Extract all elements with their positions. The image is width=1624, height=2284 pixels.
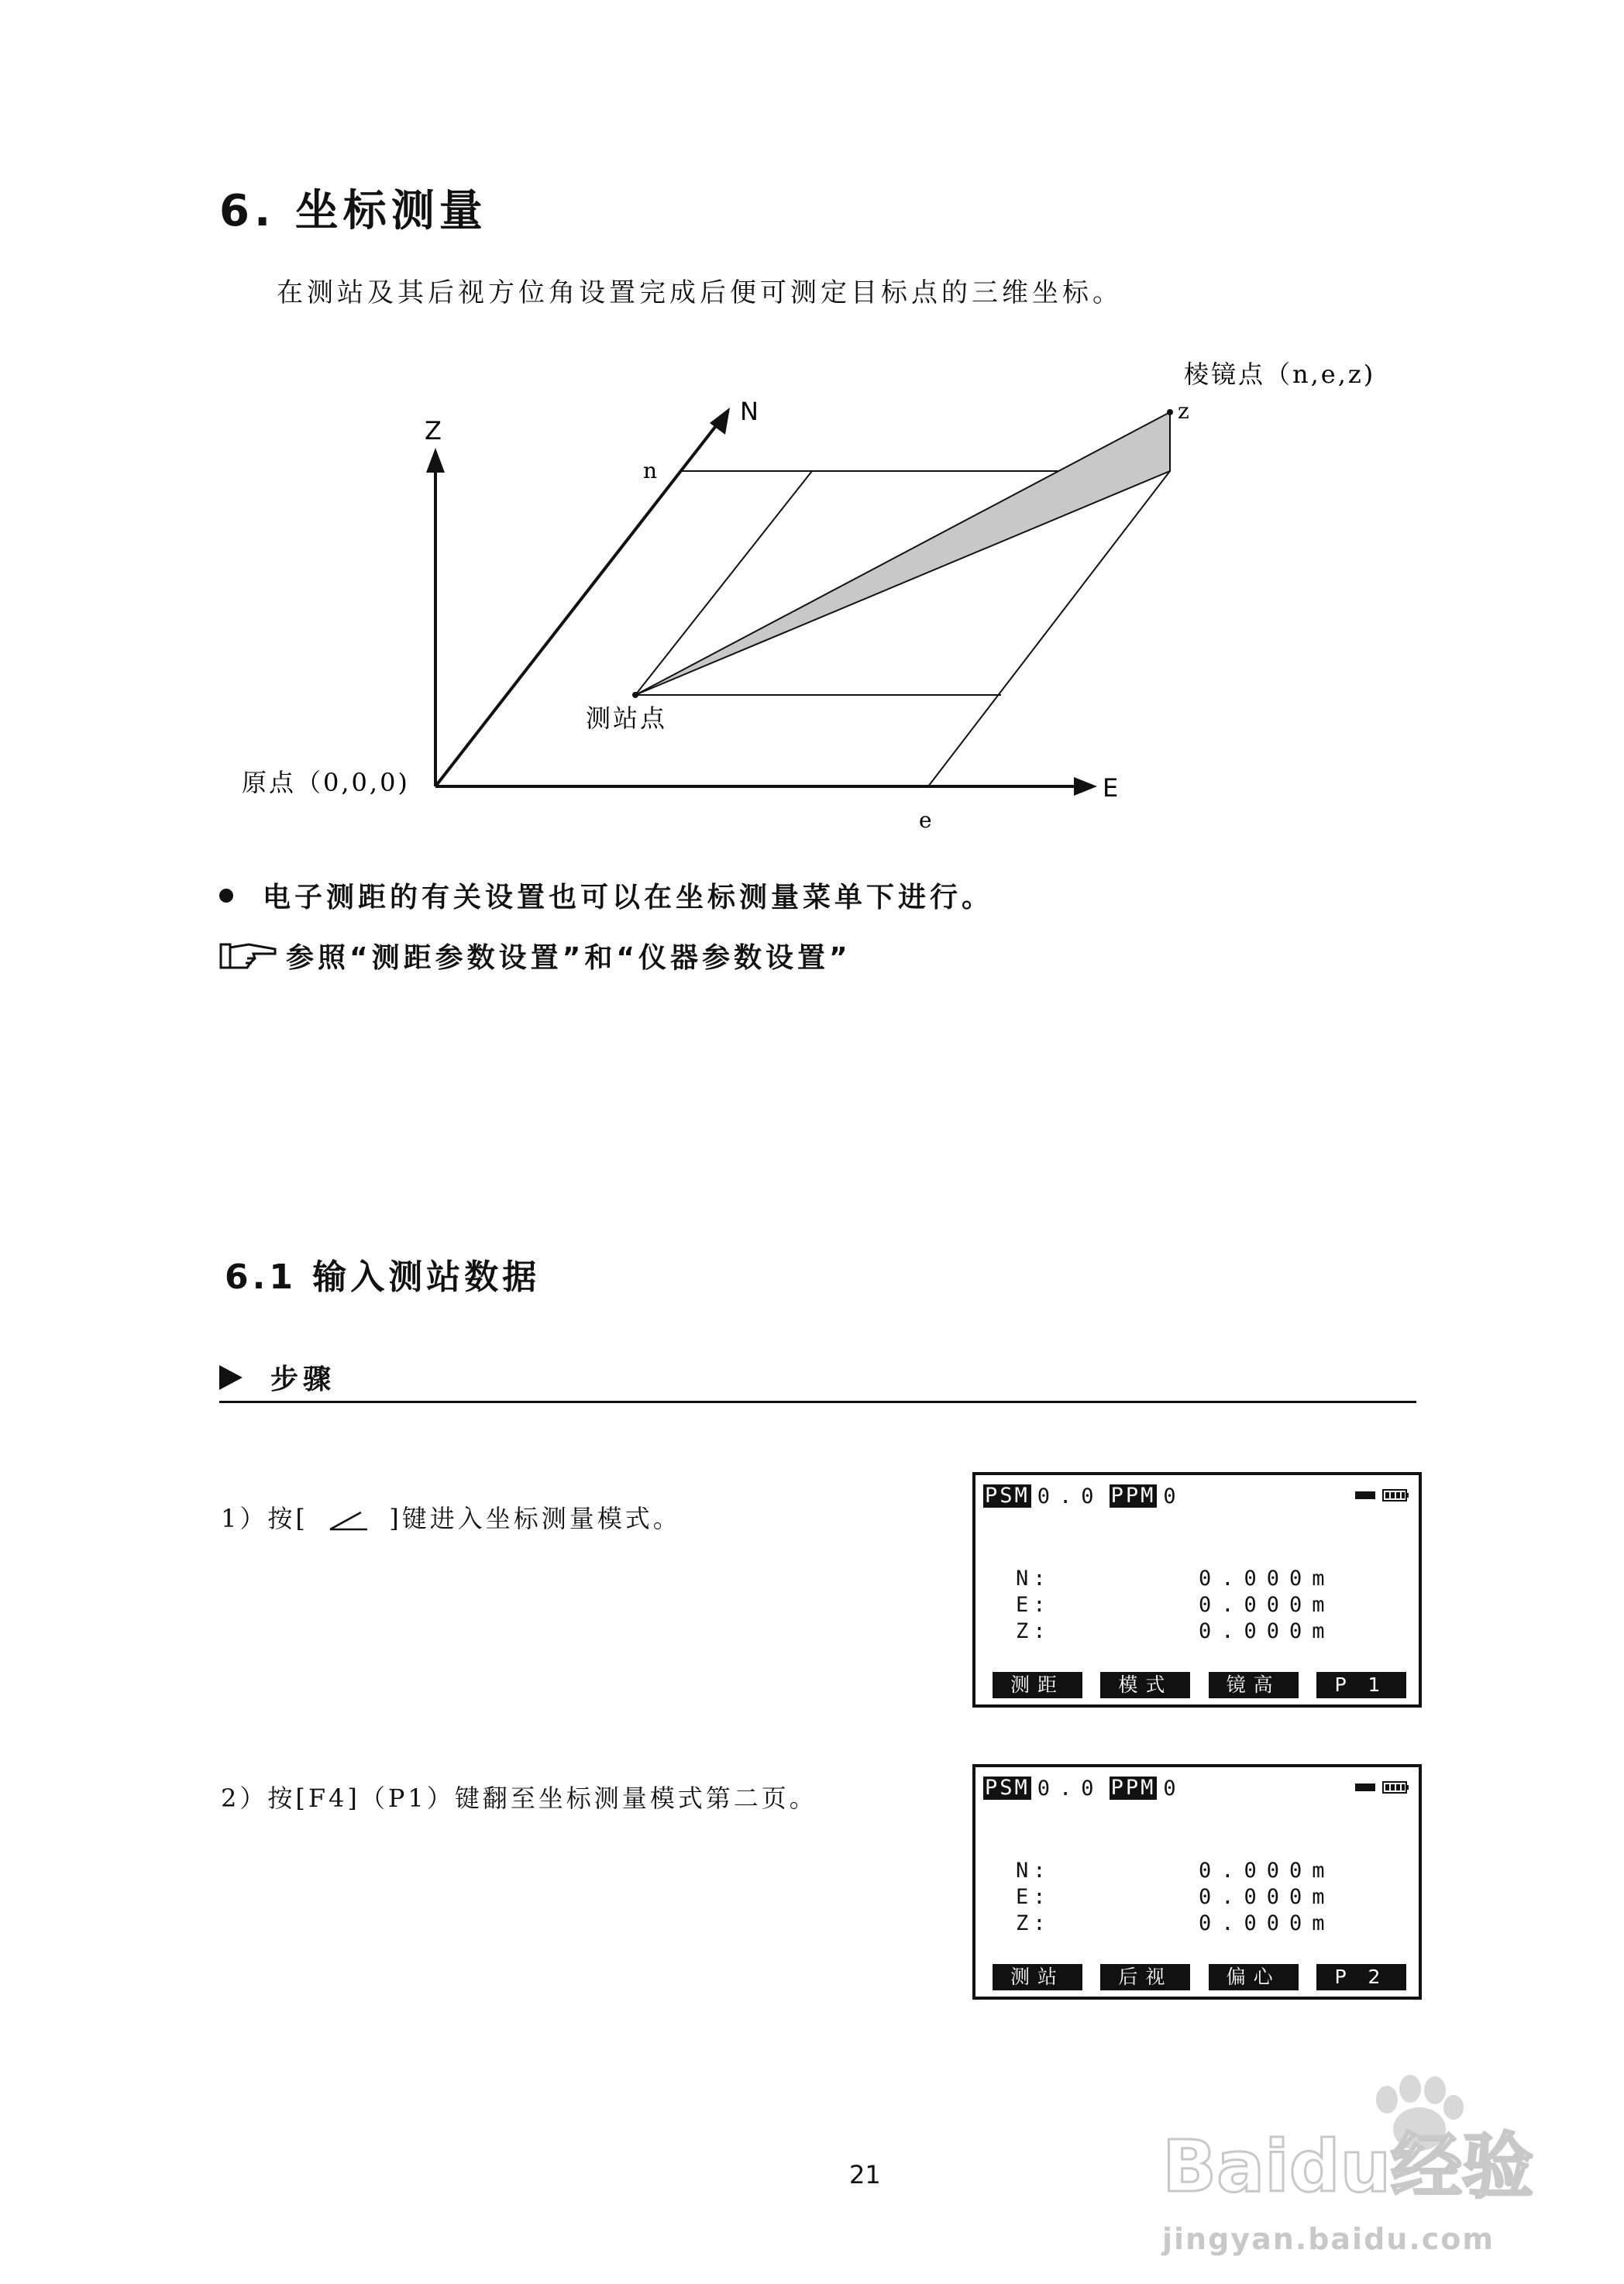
- z-row-label: Z:: [1016, 1911, 1051, 1935]
- n-row-value: 0.000m: [1199, 1859, 1335, 1883]
- psm-label: PSM: [985, 1484, 1030, 1508]
- z-row-label: Z:: [1016, 1619, 1051, 1643]
- lcd-screen-page-1: [972, 1472, 1422, 1708]
- measurement-triangle: [635, 412, 1170, 695]
- steps-divider: [219, 1401, 1416, 1403]
- ppm-label: PPM: [1110, 1776, 1156, 1800]
- n-axis-label: N: [740, 397, 759, 426]
- lcd-screen-page-2: [972, 1764, 1422, 2000]
- watermark-url: jingyan.baidu.com: [1162, 2222, 1495, 2256]
- station-point-label: 测站点: [586, 703, 668, 733]
- e-axis-label: E: [1103, 773, 1119, 803]
- station-point-marker: [632, 692, 638, 698]
- e-label: e: [919, 807, 932, 833]
- e-row-value: 0.000m: [1199, 1885, 1335, 1909]
- n-axis: [435, 420, 721, 786]
- play-triangle-icon: [219, 1365, 243, 1390]
- softkey-f2[interactable]: 后视: [1100, 1964, 1190, 1990]
- softkey-f3[interactable]: 镜高: [1209, 1672, 1299, 1698]
- ppm-value: 0: [1163, 1776, 1185, 1801]
- prism-point-marker: [1167, 409, 1173, 415]
- softkey-f1[interactable]: 测距: [993, 1672, 1082, 1698]
- section-intro: 在测站及其后视方位角设置完成后便可测定目标点的三维坐标。: [277, 277, 1123, 308]
- softkey-f4[interactable]: P 1: [1316, 1672, 1406, 1698]
- watermark-brand: Baidu经验: [1162, 2125, 1534, 2208]
- n-row-label: N:: [1016, 1859, 1051, 1883]
- e-row-label: E:: [1016, 1885, 1051, 1909]
- e-axis-arrow: [1074, 777, 1097, 796]
- ppm-value: 0: [1163, 1484, 1185, 1508]
- z-row-value: 0.000m: [1199, 1619, 1335, 1643]
- psm-value: 0.0: [1037, 1484, 1103, 1508]
- bullet-dot: [219, 889, 233, 903]
- coordinate-diagram: [0, 0, 1624, 852]
- origin-label: 原点（0,0,0): [242, 768, 410, 797]
- steps-heading: 步骤: [219, 1357, 335, 1397]
- reference-note: 参照“测距参数设置”和“仪器参数设置”: [219, 936, 852, 975]
- e-row-label: E:: [1016, 1593, 1051, 1617]
- step-2-text: 2）按[F4]（P1）键翻至坐标测量模式第二页。: [221, 1784, 817, 1813]
- n-label: n: [643, 458, 658, 483]
- coordinate-key-icon: [324, 1508, 373, 1534]
- baidu-watermark-logo: [1162, 2053, 1534, 2216]
- softkey-f1[interactable]: 测站: [993, 1964, 1082, 1990]
- psm-label: PSM: [985, 1776, 1030, 1800]
- section-title: 6. 坐标测量: [219, 186, 487, 236]
- z-row-value: 0.000m: [1199, 1911, 1335, 1935]
- n-row-value: 0.000m: [1199, 1567, 1335, 1591]
- z-label: z: [1178, 398, 1189, 424]
- n-row-label: N:: [1016, 1567, 1051, 1591]
- softkey-f3[interactable]: 偏心: [1209, 1964, 1299, 1990]
- psm-value: 0.0: [1037, 1776, 1103, 1801]
- z-axis-label: Z: [425, 416, 442, 445]
- signal-battery-icon: [1355, 1489, 1409, 1501]
- softkey-f4[interactable]: P 2: [1316, 1964, 1406, 1990]
- softkey-f2[interactable]: 模式: [1100, 1672, 1190, 1698]
- e-row-value: 0.000m: [1199, 1593, 1335, 1617]
- prism-point-label: 棱镜点（n,e,z): [1184, 359, 1376, 389]
- bullet-note: 电子测距的有关设置也可以在坐标测量菜单下进行。: [219, 875, 993, 915]
- pointing-hand-icon: [219, 940, 280, 972]
- page-number: 21: [849, 2160, 881, 2189]
- step-1-text: 1）按[ ]键进入坐标测量模式。: [221, 1504, 681, 1533]
- signal-battery-icon: [1355, 1781, 1409, 1794]
- subsection-title: 6.1 输入测站数据: [225, 1257, 541, 1297]
- ppm-label: PPM: [1110, 1484, 1156, 1508]
- z-axis-arrow: [426, 448, 445, 473]
